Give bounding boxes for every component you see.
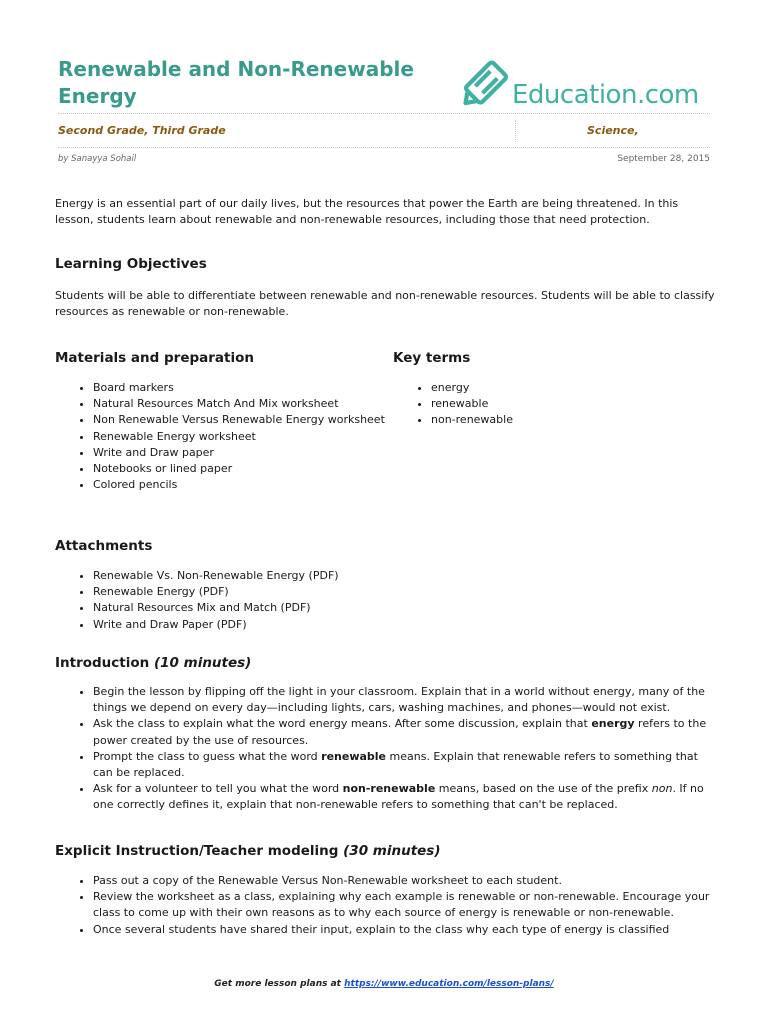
explicit-instruction-heading (55, 843, 441, 859)
attachment-link[interactable]: • Natural Resources Mix and Match (PDF) (93, 600, 693, 616)
list-item: • Ask for a volunteer to tell you what the word non-renewable means, based on the use of the prefix non. If no one correctly defines it, explain that non-renewable refers to something that can't be replaced. (93, 781, 715, 813)
grade-levels: Second Grade, Third Grade (58, 124, 226, 137)
list-item: • energy (431, 380, 711, 396)
list-item: • Colored pencils (93, 477, 399, 493)
footer-text: Get more lesson plans at (214, 979, 341, 989)
subject-label: Science, (587, 124, 639, 137)
page-title: Renewable and Non-Renewable Energy (58, 57, 414, 108)
introduction-heading (55, 655, 251, 671)
list-item: • Pass out a copy of the Renewable Versus Non-Renewable worksheet to each student. (93, 873, 715, 889)
lesson-plans-link[interactable]: https://www.education.com/lesson-plans/ (344, 979, 554, 989)
list-item: • Renewable Energy worksheet (93, 429, 399, 445)
list-item: • Begin the lesson by flipping off the light in your classroom. Explain that in a world without energy, many of the things we depend on every day—including lights, cars, washing machines, and phones—would not exist. (93, 684, 715, 716)
learning-objectives-heading: Learning Objectives (55, 256, 207, 272)
materials-heading: Materials and preparation (55, 350, 254, 366)
attachment-link[interactable]: • Renewable Energy (PDF) (93, 584, 693, 600)
list-item: • Prompt the class to guess what the word renewable means. Explain that renewable refers to something that can be replaced. (93, 749, 715, 781)
header-divider-bottom (58, 147, 710, 148)
materials-list (55, 380, 399, 493)
attachment-link[interactable]: • Write and Draw Paper (PDF) (93, 617, 693, 633)
list-item: • Once several students have shared their input, explain to the class why each type of energy is classified (93, 922, 715, 938)
list-item: • Review the worksheet as a class, explaining why each example is renewable or non-renewable. Encourage your class to come up with their own reasons as to why each source of energy is renewable or non-renewable. (93, 889, 715, 921)
explicit-instruction-list (55, 873, 715, 938)
author-byline: by Sanayya Sohail (58, 154, 137, 164)
list-item: • Write and Draw paper (93, 445, 399, 461)
pencil-logo-icon (456, 54, 516, 114)
header-divider-top (58, 113, 710, 114)
header-column-divider (515, 120, 516, 142)
attachments-list (55, 568, 693, 633)
key-terms-heading: Key terms (393, 350, 471, 366)
introduction-duration: (10 minutes) (153, 655, 252, 671)
list-item: • Board markers (93, 380, 399, 396)
list-item: • Non Renewable Versus Renewable Energy worksheet (93, 412, 399, 428)
page-footer (0, 979, 768, 989)
list-item: • Ask the class to explain what the word energy means. After some discussion, explain that energy refers to the power created by the use of resources. (93, 716, 715, 748)
intro-paragraph: Energy is an essential part of our daily lives, but the resources that power the Earth are being threatened. In this lesson, students learn about renewable and non-renewable resources, including those that need protection. (55, 197, 679, 226)
introduction-heading-label: Introduction (55, 655, 150, 671)
attachment-link[interactable]: • Renewable Vs. Non-Renewable Energy (PDF) (93, 568, 693, 584)
education-com-logo[interactable] (456, 54, 718, 114)
key-terms-list (393, 380, 711, 429)
list-item: • non-renewable (431, 412, 711, 428)
list-item: • renewable (431, 396, 711, 412)
list-item: • Notebooks or lined paper (93, 461, 399, 477)
list-item: • Natural Resources Match And Mix worksheet (93, 396, 399, 412)
attachments-heading: Attachments (55, 538, 153, 554)
explicit-instruction-duration: (30 minutes) (343, 843, 441, 859)
logo-wordmark: Education.com (512, 80, 699, 110)
introduction-list (55, 684, 715, 814)
publish-date: September 28, 2015 (617, 154, 710, 164)
explicit-instruction-heading-label: Explicit Instruction/Teacher modeling (55, 843, 339, 859)
learning-objectives-text: Students will be able to differentiate between renewable and non-renewable resources. Students will be able to classify resources as renewable or non-renewable. (55, 289, 715, 318)
